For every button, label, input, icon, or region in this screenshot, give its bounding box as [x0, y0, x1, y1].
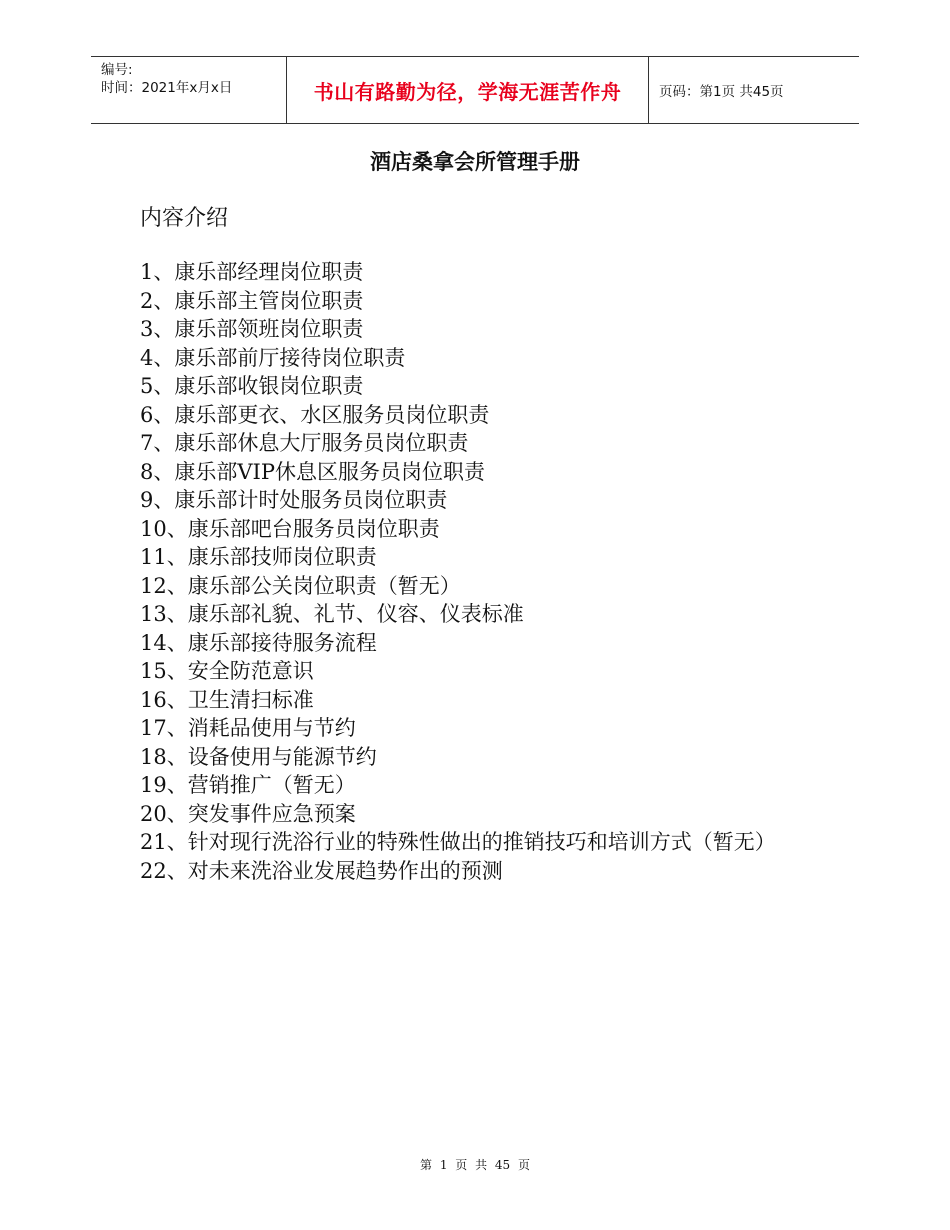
header-motto: 书山有路勤为径，学海无涯苦作舟	[287, 57, 649, 123]
toc-item: 9、康乐部计时处服务员岗位职责	[140, 488, 448, 512]
time-label: 时间：2021年x月x日	[101, 80, 233, 96]
toc-item: 3、康乐部领班岗位职责	[140, 317, 364, 341]
toc-item: 4、康乐部前厅接待岗位职责	[140, 345, 406, 370]
toc-item: 11、康乐部技师岗位职责	[140, 545, 377, 569]
toc-item: 5、康乐部收银岗位职责	[140, 374, 364, 398]
toc-item: 7、康乐部休息大厅服务员岗位职责	[140, 431, 469, 455]
toc-item: 20、突发事件应急预案	[140, 801, 356, 826]
table-of-contents	[140, 258, 820, 885]
toc-item: 21、针对现行洗浴行业的特殊性做出的推销技巧和培训方式（暂无）	[140, 830, 776, 854]
toc-item: 2、康乐部主管岗位职责	[140, 288, 364, 313]
header-meta	[91, 57, 287, 123]
toc-item: 10、康乐部吧台服务员岗位职责	[140, 516, 440, 541]
toc-item: 1、康乐部经理岗位职责	[140, 260, 364, 284]
toc-item: 17、消耗品使用与节约	[140, 716, 356, 740]
toc-item: 15、安全防范意识	[140, 659, 314, 683]
toc-item: 22、对未来洗浴业发展趋势作出的预测	[140, 858, 503, 883]
header-page-info: 页码：第1页 共45页	[659, 84, 784, 100]
document-title: 酒店桑拿会所管理手册	[370, 149, 580, 174]
toc-item: 12、康乐部公关岗位职责（暂无）	[140, 573, 461, 598]
page-header	[91, 56, 859, 124]
intro-heading: 内容介绍	[140, 206, 229, 231]
toc-item: 18、设备使用与能源节约	[140, 744, 377, 769]
toc-item: 6、康乐部更衣、水区服务员岗位职责	[140, 402, 490, 427]
toc-item: 8、康乐部VIP休息区服务员岗位职责	[140, 459, 485, 484]
toc-item: 13、康乐部礼貌、礼节、仪容、仪表标准	[140, 602, 524, 626]
serial-label: 编号:	[101, 62, 133, 78]
toc-item: 19、营销推广（暂无）	[140, 773, 356, 797]
toc-item: 14、康乐部接待服务流程	[140, 630, 377, 655]
page-footer: 第 1 页 共 45 页	[420, 1158, 530, 1172]
toc-item: 16、卫生清扫标准	[140, 687, 314, 712]
